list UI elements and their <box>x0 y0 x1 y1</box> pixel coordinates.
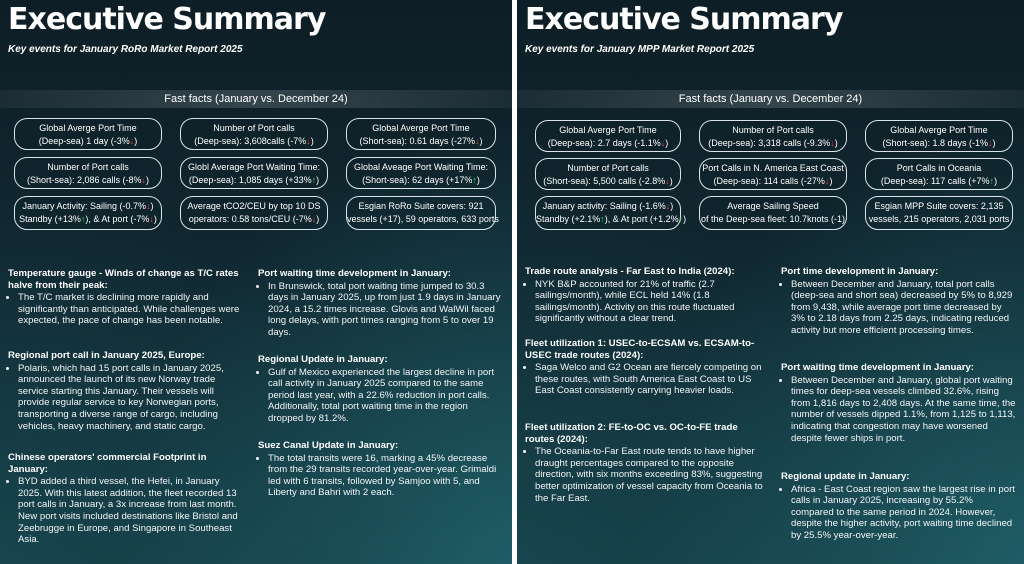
section-heading: Regional port call in January 2025, Europe: <box>8 350 205 361</box>
page-subtitle: Key events for January RoRo Market Report 2025 <box>8 44 243 55</box>
section-port-waiting-time <box>781 362 1017 444</box>
fact-label: Global Averge Port Time <box>39 123 137 133</box>
fact-box <box>346 196 499 230</box>
section-regional-port-call <box>8 350 246 432</box>
mpp-summary-panel <box>517 0 1024 564</box>
section-fleet-utilization-1 <box>525 338 769 397</box>
fact-value: vessels (+17), 59 operators, 633 ports <box>347 214 499 224</box>
fact-box <box>535 120 681 152</box>
fact-label: Global Averge Port Time <box>372 123 470 133</box>
page-subtitle: Key events for January MPP Market Report 2025 <box>525 44 755 55</box>
fact-box <box>180 157 328 189</box>
section-port-waiting-time <box>258 268 504 339</box>
down-arrow-icon: ↓ <box>149 214 154 224</box>
fact-label: Average tCO2/CEU by top 10 DS <box>187 201 321 211</box>
bullet-text: • Saga Welco and G2 Ocean are fiercely competing on these routes, with South America East Coast to US East Coast consistently carrying heavier loads. <box>535 362 769 397</box>
down-arrow-icon: ↓ <box>129 136 135 146</box>
fact-label: Number of Port calls <box>567 163 649 173</box>
fact-box <box>346 118 496 150</box>
fact-label: Number of Port calls <box>213 123 295 133</box>
down-arrow-icon: ↓ <box>665 176 670 186</box>
section-heading: Suez Canal Update in January: <box>258 440 399 451</box>
fact-value: (Short-sea): 1.8 days (-1%↓) <box>882 138 996 148</box>
section-heading: Regional Update in January: <box>258 354 388 365</box>
bullet-text: • In Brunswick, total port waiting time jumped to 30.3 days in January 2025, up from just 1.9 days in January 2024, a 15.2 times increase. Glovis and WalWil faced long delays, with port times ranging from 5 to over 19 days. <box>268 281 504 339</box>
fact-box <box>180 196 328 230</box>
fact-label: Global Averge Port Time <box>890 125 988 135</box>
fast-facts-header: Fast facts (January vs. December 24) <box>517 90 1024 108</box>
bullet-text: • BYD added a third vessel, the Hefei, in January 2025. With this latest addition, the fleet recorded 13 port calls in January, a 3x increase from last month. New port visits included destinations like Bristol and Zeebrugge in Europe, and Singapore in Southeast Asia. <box>18 476 246 546</box>
section-heading: Fleet utilization 1: USEC-to-ECSAM vs. ECSAM-to-USEC trade routes (2024): <box>525 338 755 361</box>
section-heading: Chinese operators' commercial Footprint in January: <box>8 452 207 475</box>
fact-label: Esgian MPP Suite covers: 2,135 <box>874 201 1004 211</box>
fact-box <box>346 157 496 189</box>
bullet-text: • The T/C market is declining more rapidly and significantly than anticipated. While challenges were expected, the pace of change has been notable. <box>18 292 246 327</box>
section-regional-update <box>781 471 1017 542</box>
fact-box <box>14 118 162 150</box>
fact-label: January activity: Sailing (-1.6%↓) <box>542 201 674 211</box>
fact-value: (Deep-sea): 114 calls (-27%↓) <box>713 176 833 186</box>
fact-box <box>699 196 847 230</box>
down-arrow-icon: ↓ <box>146 201 151 211</box>
fact-label: Average Sailing Speed <box>727 201 819 211</box>
fact-label: Port Calls in Oceania <box>896 163 982 173</box>
up-arrow-icon: ↑ <box>472 175 477 185</box>
fact-box <box>535 158 681 190</box>
fact-box <box>14 157 162 189</box>
fact-value: operators: 0.58 tons/CEU (-7%↓) <box>188 214 320 224</box>
down-arrow-icon: ↓ <box>311 214 317 224</box>
page-title: Executive Summary <box>525 2 843 37</box>
section-heading: Port waiting time development in January: <box>781 362 974 373</box>
down-arrow-icon: ↓ <box>665 201 671 211</box>
down-arrow-icon: ↓ <box>306 136 311 146</box>
down-arrow-icon: ↓ <box>475 136 480 146</box>
fact-box <box>699 158 847 190</box>
up-arrow-icon: ↑ <box>989 176 995 186</box>
fact-value: vessels, 215 operators, 2,031 ports <box>868 214 1010 224</box>
fact-value: (Deep-sea): 1,085 days (+33%↑) <box>188 175 320 185</box>
fact-value: (Deep-sea) 1 day (-3%↓) <box>38 136 138 146</box>
section-heading: Port time development in January: <box>781 266 939 277</box>
down-arrow-icon: ↓ <box>988 138 993 148</box>
section-suez-canal <box>258 440 504 499</box>
bullet-text: • Between December and January, global port waiting times for deep-sea vessels climbed 32.6%, rising from 1,816 days to 2,408 days. At the same time, the number of vessels dipped 1.1%, from 1,125 to 1,113, indicating that congestion may have worsened despite fewer ships in port. <box>791 375 1017 445</box>
bullet-text: • The Oceania-to-Far East route tends to have higher draught percentages compared to the opposite direction, with six months exceeding 83%, suggesting better optimization of vessel capacity from Oceania to the Far East. <box>535 446 769 504</box>
section-chinese-operators <box>8 452 246 546</box>
section-heading: Regional update in January: <box>781 471 910 482</box>
section-heading: Temperature gauge - Winds of change as T/C rates halve from their peak: <box>8 268 239 291</box>
fact-box <box>14 196 162 230</box>
down-arrow-icon: ↓ <box>660 138 666 148</box>
bullet-text: • Polaris, which had 15 port calls in January 2025, announced the launch of its new Norway trade service starting this January. Their vessels will provide regular service to key Norwegian ports, transporting a diverse range of cargo, including vehicles, heavy machinery, and static cargo. <box>18 363 246 433</box>
fact-value: of the Deep-sea fleet: 10.7knots (-1) <box>700 214 846 224</box>
bullet-text: • Gulf of Mexico experienced the largest decline in port call activity in January 2025 compared to the same period last year, with a 22.6% reduction in port calls. Additionally, total port waiting time in the region dropped by 81.2%. <box>268 367 504 425</box>
section-heading: Fleet utilization 2: FE-to-OC vs. OC-to-FE trade routes (2024): <box>525 422 738 445</box>
up-arrow-icon: ↑ <box>311 175 317 185</box>
bullet-text: • Between December and January, total port calls (deep-sea and short sea) decreased by 5% to 8,929 from 9,438, while average port time decreased by 3% to 2.18 days from 2.25 days, indicating reduced activity but more efficient processing times. <box>791 279 1017 337</box>
fact-box <box>699 120 847 152</box>
fact-label: Port Calls in N. America East Coast <box>702 163 844 173</box>
fact-value: (Short-sea): 0.61 days (-27%↓) <box>359 136 483 146</box>
fact-box <box>865 158 1013 190</box>
fact-value: (Short-sea): 2,086 calls (-8%↓) <box>26 175 150 185</box>
fast-facts-header: Fast facts (January vs. December 24) <box>0 90 512 108</box>
fact-box <box>180 118 328 150</box>
bullet-text: • NYK B&P accounted for 21% of traffic (2.7 sailings/month), while ECL held 14% (1.8 sailings/month). Activity on this route fluctuated significantly without a clear trend. <box>535 279 769 325</box>
fact-label: Number of Port calls <box>732 125 814 135</box>
fact-value: (Deep-sea): 117 calls (+7%↑) <box>880 176 998 186</box>
fact-value: (Deep-sea): 3,318 calls (-9.3%↓) <box>708 138 838 148</box>
section-port-time <box>781 266 1017 337</box>
section-heading: Port waiting time development in January: <box>258 268 451 279</box>
fact-label: January Activity: Sailing (-0.7%↓) <box>22 201 154 211</box>
fact-value: (Deep-sea): 3,608calls (-7%↓) <box>194 136 314 146</box>
down-arrow-icon: ↓ <box>824 176 830 186</box>
up-arrow-icon: ↑ <box>678 214 684 224</box>
up-arrow-icon: ↑ <box>600 214 605 224</box>
section-temperature-gauge <box>8 268 246 327</box>
section-trade-route-analysis <box>525 266 769 325</box>
down-arrow-icon: ↓ <box>141 175 147 185</box>
fact-label: Globl Average Port Waiting Time: <box>187 162 321 172</box>
bullet-text: • Africa - East Coast region saw the largest rise in port calls in January 2025, increasing by 55.2% compared to the same period in 2024. However, despite the higher activity, port waiting time declined by 25.5% year-over-year. <box>791 484 1017 542</box>
fact-value: (Short-sea): 62 days (+17%↑) <box>362 175 480 185</box>
section-heading: Trade route analysis - Far East to India (2024): <box>525 266 735 277</box>
up-arrow-icon: ↑ <box>80 214 86 224</box>
section-regional-update <box>258 354 504 425</box>
section-fleet-utilization-2 <box>525 422 769 504</box>
fact-box <box>535 196 687 230</box>
down-arrow-icon: ↓ <box>830 138 835 148</box>
fact-box <box>865 196 1013 230</box>
page-title: Executive Summary <box>8 2 326 37</box>
fact-value: (Deep-sea): 2.7 days (-1.1%↓) <box>547 138 669 148</box>
fact-label: Global Aveage Port Waiting Time: <box>353 162 489 172</box>
fact-value: Standby (+2.1%↑), & At port (+1.2%↑) <box>536 214 687 224</box>
fact-box <box>865 120 1013 152</box>
fact-value: (Short-sea): 5,500 calls (-2.8%↓) <box>543 176 673 186</box>
fact-value: Standby (+13%↑), & At port (-7%↓) <box>19 214 157 224</box>
bullet-text: • The total transits were 16, marking a 45% decrease from the 29 transits recorded year-over-year. Grimaldi led with 6 transits, followed by Samjoo with 5, and Liberty and Bahri with 2 each. <box>268 453 504 499</box>
fact-label: Number of Port calls <box>47 162 129 172</box>
fact-label: Global Averge Port Time <box>559 125 657 135</box>
fact-label: Esgian RoRo Suite covers: 921 <box>358 201 484 211</box>
